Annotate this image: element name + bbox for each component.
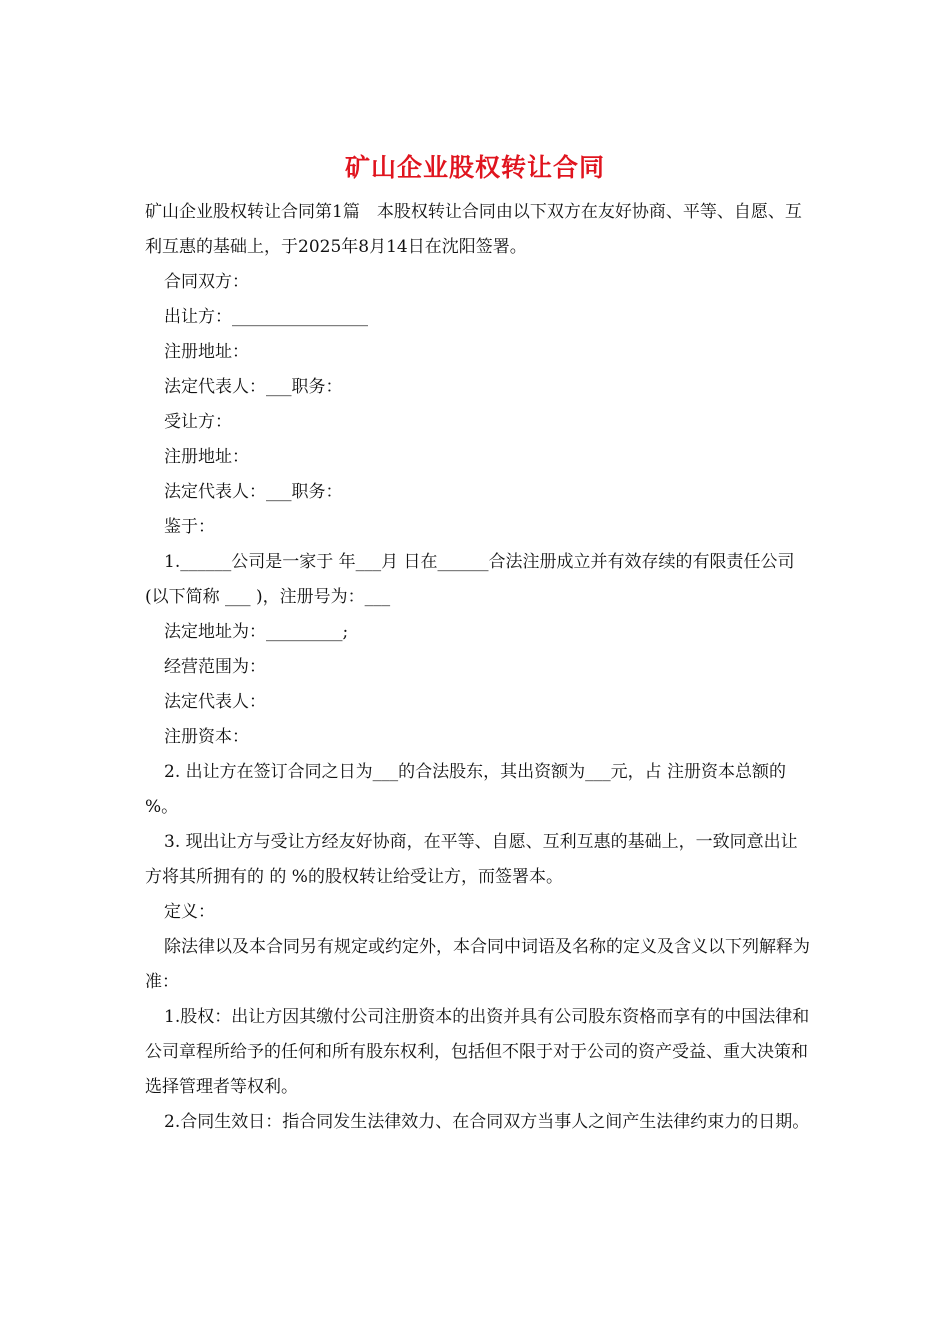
paragraph-legal-address: 法定地址为：_________; (164, 622, 349, 642)
paragraph-whereas-1: 1.______公司是一家于 年___月 日在______合法注册成立并有效存续的有限责任公司(以下简称 ___ )，注册号为：___ (145, 552, 795, 607)
paragraph-definition-equity: 1.股权：出让方因其缴付公司注册资本的出资并具有公司股东资格而享有的中国法律和公司章程所给予的任何和所有股东权利，包括但不限于对于公司的资产受益、重大决策和选择管理者等权利。 (145, 1007, 810, 1097)
document-body (145, 195, 810, 1140)
paragraph-definition-effective-date: 2.合同生效日：指合同发生法律效力、在合同双方当事人之间产生法律约束力的日期。 (164, 1112, 810, 1132)
paragraph-business-scope: 经营范围为： (164, 657, 266, 677)
paragraph-definitions-heading: 定义： (164, 902, 215, 922)
paragraph-transferor-representative: 法定代表人：___职务： (164, 377, 343, 397)
paragraph-intro: 矿山企业股权转让合同第1篇 本股权转让合同由以下双方在友好协商、平等、自愿、互利互惠的基础上，于2025年8月14日在沈阳签署。 (145, 202, 802, 257)
paragraph-whereas-2: 2. 出让方在签订合同之日为___的合法股东，其出资额为___元，占 注册资本总额的 %。 (145, 762, 787, 817)
paragraph-transferor: 出让方：________________ (164, 307, 368, 327)
paragraph-registered-capital: 注册资本： (164, 727, 249, 747)
paragraph-company-representative: 法定代表人： (164, 692, 266, 712)
paragraph-transferee-address: 注册地址： (164, 447, 249, 467)
paragraph-whereas-3: 3. 现出让方与受让方经友好协商，在平等、自愿、互利互惠的基础上，一致同意出让方将其所拥有的 的 %的股权转让给受让方，而签署本。 (145, 832, 798, 887)
paragraph-whereas-heading: 鉴于： (164, 517, 215, 537)
document-title: 矿山企业股权转让合同 (344, 153, 605, 182)
paragraph-definitions-intro: 除法律以及本合同另有规定或约定外，本合同中词语及名称的定义及含义以下列解释为准： (145, 937, 810, 992)
paragraph-transferee: 受让方： (164, 412, 232, 432)
paragraph-transferor-address: 注册地址： (164, 342, 249, 362)
paragraph-parties-heading: 合同双方： (164, 272, 249, 292)
paragraph-transferee-representative: 法定代表人：___职务： (164, 482, 343, 502)
